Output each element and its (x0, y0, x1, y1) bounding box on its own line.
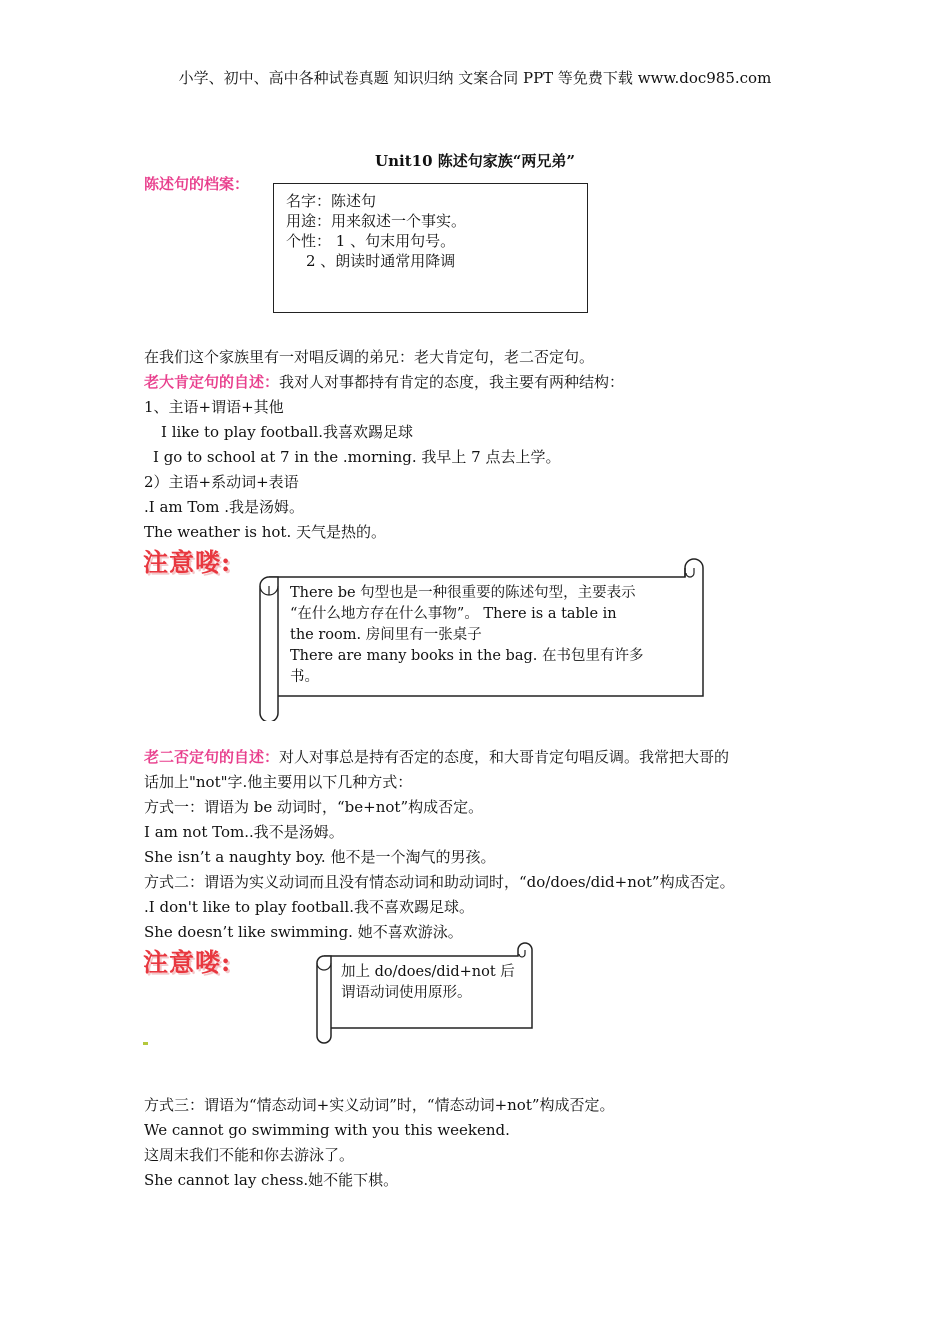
scroll-2-line-2: 谓语动词使用原形。 (341, 985, 472, 1001)
method-3: 方式三：谓语为“情态动词+实义动词”时，“情态动词+not”构成否定。 (144, 1096, 615, 1114)
example-1: I like to play football.我喜欢踢足球 (161, 423, 413, 441)
scroll-2-line-1: 加上 do/does/did+not 后 (341, 964, 515, 980)
page-title: Unit10 陈述句家族“两兄弟” (375, 152, 575, 170)
example-4: The weather is hot. 天气是热的。 (144, 523, 386, 541)
notice-label-2: 注意喽: (143, 948, 232, 977)
example-2: I go to school at 7 in the .morning. 我早上 7 点去上学。 (153, 448, 561, 466)
profile-box (273, 183, 588, 313)
profile-usage: 用途：用来叙述一个事实。 (286, 212, 467, 230)
profile-name: 名字：陈述句 (286, 192, 377, 210)
method-2-example-2: She doesn’t like swimming. 她不喜欢游泳。 (144, 923, 463, 941)
structure-1: 1、主语+谓语+其他 (144, 398, 284, 416)
positive-label: 老大肯定句的自述： (144, 373, 280, 391)
method-1-example-1: I am not Tom..我不是汤姆。 (144, 823, 344, 841)
method-1-example-2: She isn’t a naughty boy. 他不是一个淘气的男孩。 (144, 848, 496, 866)
notice-label-1: 注意喽: (143, 548, 232, 577)
method-3-example-1: We cannot go swimming with you this weekend. (144, 1121, 510, 1139)
scroll-1-text (290, 583, 674, 688)
scroll-1-line-3: the room. 房间里有一张桌子 (290, 627, 482, 643)
scroll-1-line-5: 书。 (290, 669, 319, 685)
scroll-1-line-2: “在什么地方存在什么事物”。 There is a table in (290, 606, 617, 622)
profile-label: 陈述句的档案： (144, 175, 250, 193)
intro-text: 在我们这个家族里有一对唱反调的弟兄：老大肯定句，老二否定句。 (144, 348, 595, 366)
profile-trait-2: 2 、朗读时通常用降调 (306, 252, 456, 270)
positive-desc: 我对人对事都持有肯定的态度，我主要有两种结构： (279, 373, 625, 391)
profile-trait-1: 个性： 1 、句末用句号。 (286, 232, 456, 250)
method-2: 方式二：谓语为实义动词而且没有情态动词和助动词时，“do/does/did+not”构成否定。 (144, 873, 735, 891)
method-3-example-2: 这周末我们不能和你去游泳了。 (144, 1146, 355, 1164)
negative-desc-1: 对人对事总是持有否定的态度，和大哥肯定句唱反调。我常把大哥的 (279, 748, 730, 766)
example-3: .I am Tom .我是汤姆。 (144, 498, 305, 516)
negative-intro (144, 748, 729, 766)
method-2-example-1: .I don't like to play football.我不喜欢踢足球。 (144, 898, 474, 916)
method-3-example-3: She cannot lay chess.她不能下棋。 (144, 1171, 399, 1189)
decorative-mark (143, 1042, 148, 1045)
page-header: 小学、初中、高中各种试卷真题 知识归纳 文案合同 PPT 等免费下载 www.doc985.com (178, 69, 772, 87)
scroll-1-line-1: There be 句型也是一种很重要的陈述句型，主要表示 (290, 585, 636, 601)
negative-label: 老二否定句的自述： (144, 748, 280, 766)
negative-desc-2: 话加上"not"字.他主要用以下几种方式： (144, 773, 413, 791)
structure-2: 2）主语+系动词+表语 (144, 473, 299, 491)
scroll-1-line-4: There are many books in the bag. 在书包里有许多 (290, 648, 644, 664)
positive-intro (144, 373, 624, 391)
method-1: 方式一：谓语为 be 动词时，“be+not”构成否定。 (144, 798, 484, 816)
scroll-2-text (341, 962, 521, 1004)
